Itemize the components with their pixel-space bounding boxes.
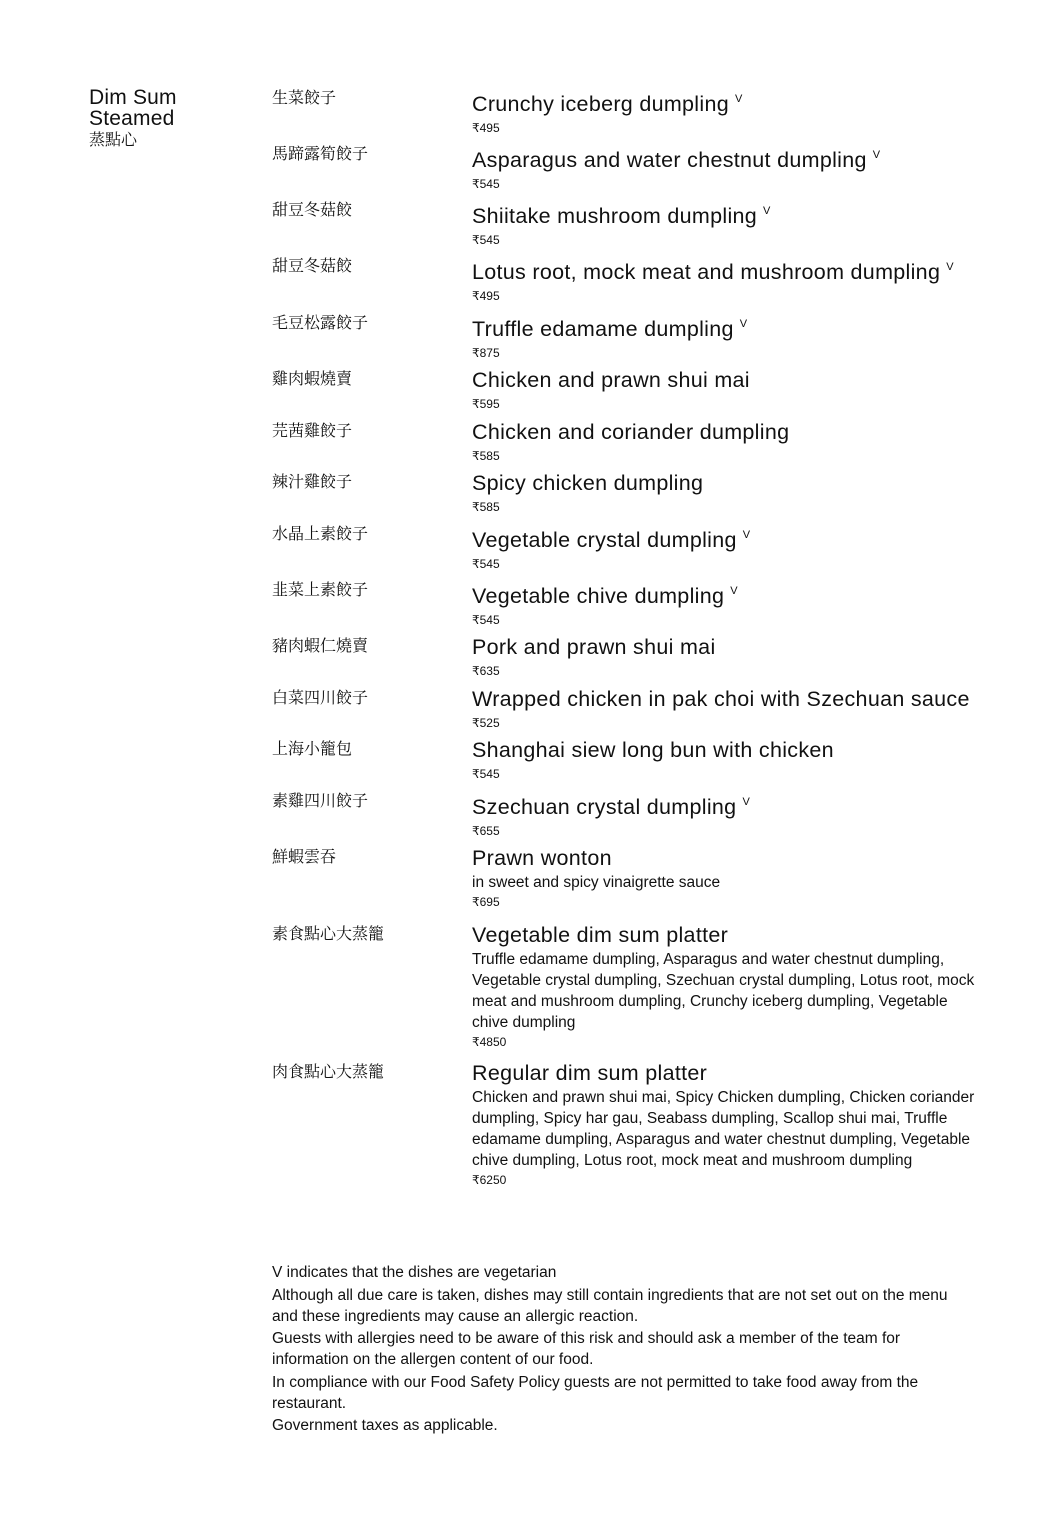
menu-item-price: ₹495 (472, 289, 500, 303)
menu-item-details (472, 684, 992, 731)
section-title-line1: Dim Sum (89, 86, 177, 109)
menu-item-details (472, 632, 992, 679)
menu-item-name-line (472, 684, 992, 714)
menu-item-details (472, 576, 992, 628)
menu-item-chinese-name: 雞肉蝦燒賣 (272, 371, 353, 388)
menu-item (272, 520, 992, 572)
menu-item-details (472, 1058, 992, 1188)
menu-item-description: Chicken and prawn shui mai, Spicy Chicken dumpling, Chicken coriander dumpling, Spicy har gau, Seabass dumpling, Scallop shui mai, Truffle edamame dumpling, Asparagus and water chestnut dumpling, Vegetable chive dumpling, Lotus root, mock meat and mushroom dumpling (472, 1089, 975, 1169)
menu-item-details (472, 252, 992, 304)
menu-item-chinese-name: 甜豆冬菇餃 (272, 202, 353, 219)
menu-item-name-line (472, 843, 992, 873)
menu-item-name-line (472, 632, 992, 662)
vegetarian-marker: V (730, 585, 738, 597)
menu-item-details (472, 843, 992, 910)
menu-item-price: ₹525 (472, 716, 500, 730)
menu-item-chinese-name: 辣汁雞餃子 (272, 474, 353, 491)
menu-item-price: ₹545 (472, 557, 500, 571)
menu-item (272, 920, 992, 1050)
menu-item (272, 576, 992, 628)
menu-item (272, 684, 992, 731)
menu-item-price: ₹585 (472, 500, 500, 514)
menu-item-name-line (472, 735, 992, 765)
menu-item-name-line (472, 252, 992, 287)
menu-item-chinese-name: 鮮蝦雲吞 (272, 849, 337, 866)
menu-item-name: Lotus root, mock meat and mushroom dumpling (472, 260, 941, 284)
menu-item-chinese-name: 韭菜上素餃子 (272, 582, 369, 599)
menu-item-name: Shiitake mushroom dumpling (472, 204, 758, 228)
menu-item-name: Szechuan crystal dumpling (472, 795, 737, 819)
menu-item-description: in sweet and spicy vinaigrette sauce (472, 874, 721, 891)
menu-item-chinese-name: 馬蹄露筍餃子 (272, 146, 369, 163)
menu-item (272, 735, 992, 782)
menu-item-name-line (472, 787, 992, 822)
menu-item-name-line (472, 309, 992, 344)
menu-item-chinese-name: 生菜餃子 (272, 90, 337, 107)
vegetarian-marker: V (742, 796, 751, 808)
vegetarian-marker: V (739, 318, 748, 330)
menu-item-price: ₹695 (472, 895, 500, 909)
menu-item-price: ₹6250 (472, 1173, 507, 1187)
menu-item-chinese-name: 上海小籠包 (272, 741, 353, 758)
menu-item-name-line (472, 520, 992, 555)
menu-item-name: Vegetable dim sum platter (472, 923, 729, 947)
menu-item-chinese-name: 肉食點心大蒸籠 (272, 1064, 385, 1081)
menu-item-details (472, 417, 992, 464)
menu-item-name: Prawn wonton (472, 846, 612, 870)
vegetarian-marker: V (763, 205, 771, 217)
menu-item-chinese-name: 甜豆冬菇餃 (272, 258, 353, 275)
menu-item-price: ₹655 (472, 824, 500, 838)
menu-item-name: Asparagus and water chestnut dumpling (472, 148, 867, 172)
menu-item-name: Regular dim sum platter (472, 1061, 708, 1085)
menu-item-list (272, 84, 992, 1192)
menu-item-name-line (472, 417, 992, 447)
menu-item-name: Truffle edamame dumpling (472, 317, 734, 341)
menu-item (272, 843, 992, 910)
menu-item-name-line (472, 365, 992, 395)
menu-note: Although all due care is taken, dishes may still contain ingredients that are not set out on the menu and these ingredients may cause an allergic reaction. (272, 1286, 948, 1325)
menu-item-details (472, 920, 992, 1050)
vegetarian-marker: V (946, 261, 954, 273)
menu-item-details (472, 140, 992, 192)
menu-item-name: Shanghai siew long bun with chicken (472, 738, 834, 762)
menu-item-name: Spicy chicken dumpling (472, 471, 704, 495)
menu-item-chinese-name: 毛豆松露餃子 (272, 315, 369, 332)
menu-item-chinese-name: 白菜四川餃子 (272, 690, 369, 707)
menu-item-details (472, 735, 992, 782)
menu-item (272, 140, 992, 192)
menu-item-details (472, 365, 992, 412)
menu-item (272, 468, 992, 515)
menu-note: Government taxes as applicable. (272, 1417, 498, 1434)
menu-item-chinese-name: 水晶上素餃子 (272, 526, 369, 543)
vegetarian-marker: V (872, 149, 881, 161)
section-heading (89, 87, 259, 151)
menu-item-chinese-name: 豬肉蝦仁燒賣 (272, 638, 369, 655)
menu-note: V indicates that the dishes are vegetarian (272, 1264, 557, 1281)
menu-item (272, 632, 992, 679)
menu-item-name: Crunchy iceberg dumpling (472, 92, 729, 116)
menu-item-name-line (472, 920, 992, 950)
menu-item-price: ₹495 (472, 121, 500, 135)
menu-item-name: Chicken and prawn shui mai (472, 368, 750, 392)
menu-notes (272, 1262, 972, 1438)
menu-item-chinese-name: 素雞四川餃子 (272, 793, 369, 810)
menu-item-name-line (472, 196, 992, 231)
menu-item-name: Chicken and coriander dumpling (472, 420, 790, 444)
menu-item (272, 417, 992, 464)
menu-item-details (472, 520, 992, 572)
menu-item (272, 1058, 992, 1188)
menu-item (272, 252, 992, 304)
menu-item-name-line (472, 140, 992, 175)
vegetarian-marker: V (734, 93, 743, 105)
section-title-chinese: 蒸點心 (89, 132, 138, 149)
menu-item-price: ₹875 (472, 346, 500, 360)
menu-item (272, 84, 992, 136)
menu-item (272, 365, 992, 412)
menu-item-name-line (472, 468, 992, 498)
menu-item-name-line (472, 84, 992, 119)
menu-item-price: ₹545 (472, 767, 500, 781)
menu-item-price: ₹545 (472, 177, 500, 191)
menu-item-details (472, 309, 992, 361)
menu-item-name-line (472, 1058, 992, 1088)
menu-item-price: ₹545 (472, 233, 500, 247)
menu-item-name: Vegetable crystal dumpling (472, 528, 737, 552)
menu-item-chinese-name: 素食點心大蒸籠 (272, 926, 385, 943)
menu-item-price: ₹595 (472, 397, 500, 411)
menu-item-name: Vegetable chive dumpling (472, 584, 725, 608)
menu-item (272, 196, 992, 248)
vegetarian-marker: V (742, 529, 751, 541)
menu-item-details (472, 196, 992, 248)
menu-item-name: Pork and prawn shui mai (472, 635, 716, 659)
menu-item-name-line (472, 576, 992, 611)
menu-item-details (472, 787, 992, 839)
section-title-line2: Steamed (89, 107, 175, 130)
menu-item-price: ₹585 (472, 449, 500, 463)
menu-item-chinese-name: 芫茜雞餃子 (272, 423, 353, 440)
menu-note: Guests with allergies need to be aware of this risk and should ask a member of the team for information on the allergen content of our food. (272, 1330, 901, 1368)
menu-item-description: Truffle edamame dumpling, Asparagus and water chestnut dumpling, Vegetable crystal dumpling, Szechuan crystal dumpling, Lotus root, mock meat and mushroom dumpling, Crunchy iceberg dumpling, Vegetable chive dumpling (472, 951, 975, 1031)
menu-item-details (472, 468, 992, 515)
menu-item-name: Wrapped chicken in pak choi with Szechuan sauce (472, 687, 970, 711)
menu-note: In compliance with our Food Safety Policy guests are not permitted to take food away from the restaurant. (272, 1373, 919, 1412)
menu-item-price: ₹545 (472, 613, 500, 627)
menu-item-price: ₹635 (472, 664, 500, 678)
menu-item-details (472, 84, 992, 136)
menu-item (272, 787, 992, 839)
menu-item (272, 309, 992, 361)
menu-item-price: ₹4850 (472, 1035, 507, 1049)
